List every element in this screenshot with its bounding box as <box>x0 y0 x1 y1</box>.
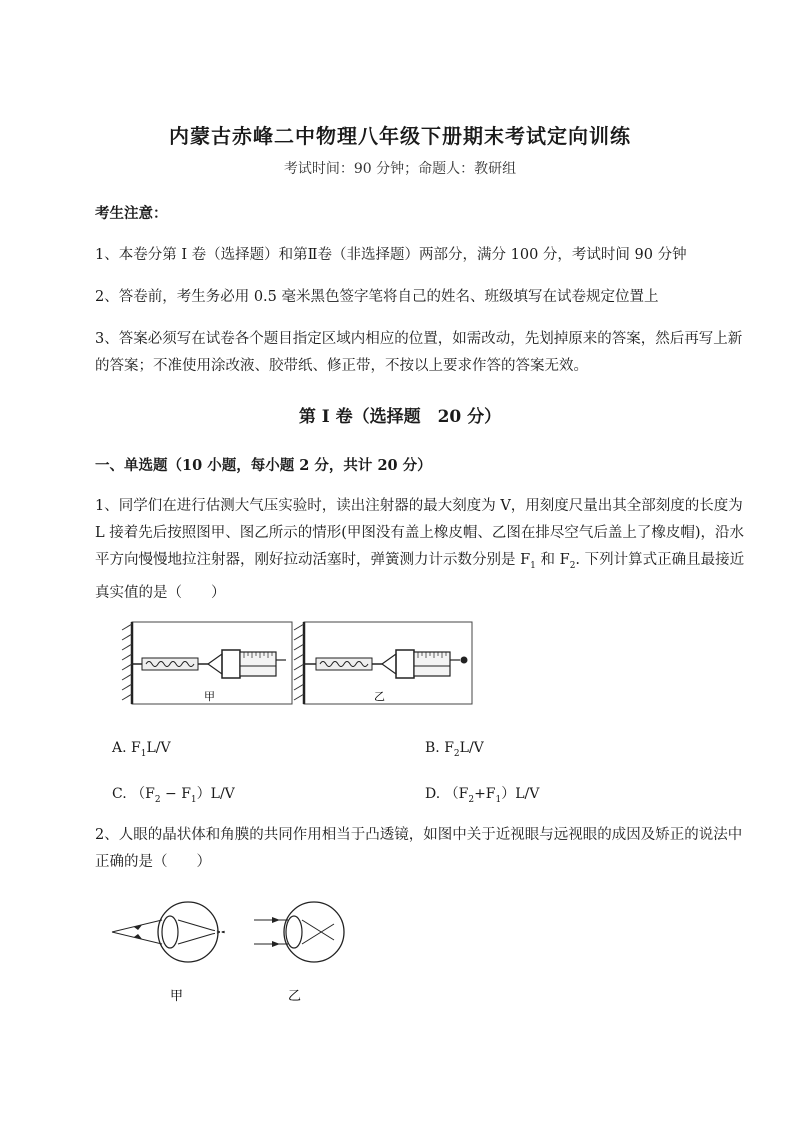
notice-item-3: 3、答案必须写在试卷各个题目指定区域内相应的位置，如需改动，先划掉原来的答案，然后再写上新的答案；不准使用涂改液、胶带纸、修正带，不按以上要求作答的答案无效。 <box>95 331 743 374</box>
part-heading: 一、单选题（10 小题，每小题 2 分，共计 20 分） <box>95 457 432 474</box>
figure-label-yi: 乙 <box>374 690 385 703</box>
syringe-experiment-figure <box>118 620 478 712</box>
section-title: 第 I 卷（选择题 20 分） <box>298 407 502 427</box>
notice-item-1: 1、本卷分第 I 卷（选择题）和第Ⅱ卷（非选择题）两部分，满分 100 分，考试时间 90 分钟 <box>95 247 687 263</box>
spring-scale-left <box>132 658 208 670</box>
eye-diagram-figure <box>108 900 368 1010</box>
syringe-left <box>208 650 286 678</box>
notice-item-2: 2、答卷前，考生务必用 0.5 毫米黑色签字笔将自己的姓名、班级填写在试卷规定位置上 <box>95 289 659 305</box>
spring-scale-right <box>304 658 382 670</box>
eye-label-jia: 甲 <box>170 989 184 1004</box>
page-title: 内蒙古赤峰二中物理八年级下册期末考试定向训练 <box>169 124 631 148</box>
rubber-cap-icon <box>461 657 468 664</box>
eye-diagram-jia <box>112 902 226 962</box>
question-1-text: 1、同学们在进行估测大气压实验时，读出注射器的最大刻度为 V，用刻度尺量出其全部刻度的长度为 L 接着先后按照图甲、图乙所示的情形(甲图没有盖上橡皮帽、乙图在排尽空气后盖上了橡皮帽)，沿水平方向慢慢地拉注射器，刚好拉动活塞时，弹簧测力计示数分别是 $F_1$ 和 $F_2$. 下列计算式正确且最接近真实值的是（ ） <box>95 498 745 601</box>
eye-diagram-yi <box>254 902 344 962</box>
option-c[interactable]: C. $(F_2 - F_1)L/V$ <box>112 786 235 805</box>
eye-label-yi: 乙 <box>288 989 302 1004</box>
figure-label-jia: 甲 <box>204 690 215 703</box>
option-b[interactable]: B. $F_2L/V$ <box>425 740 484 759</box>
page-subtitle: 考试时间：90 分钟；命题人：教研组 <box>283 161 517 177</box>
option-d[interactable]: D. $(F_2+F_1)L/V$ <box>425 786 540 805</box>
option-a[interactable]: A. $F_1L/V$ <box>112 740 171 759</box>
notice-heading: 考生注意： <box>95 205 168 222</box>
question-2-text: 2、人眼的晶状体和角膜的共同作用相当于凸透镜，如图中关于近视眼与远视眼的成因及矫正的说法中正确的是（ ） <box>95 827 743 870</box>
syringe-right <box>382 650 468 678</box>
